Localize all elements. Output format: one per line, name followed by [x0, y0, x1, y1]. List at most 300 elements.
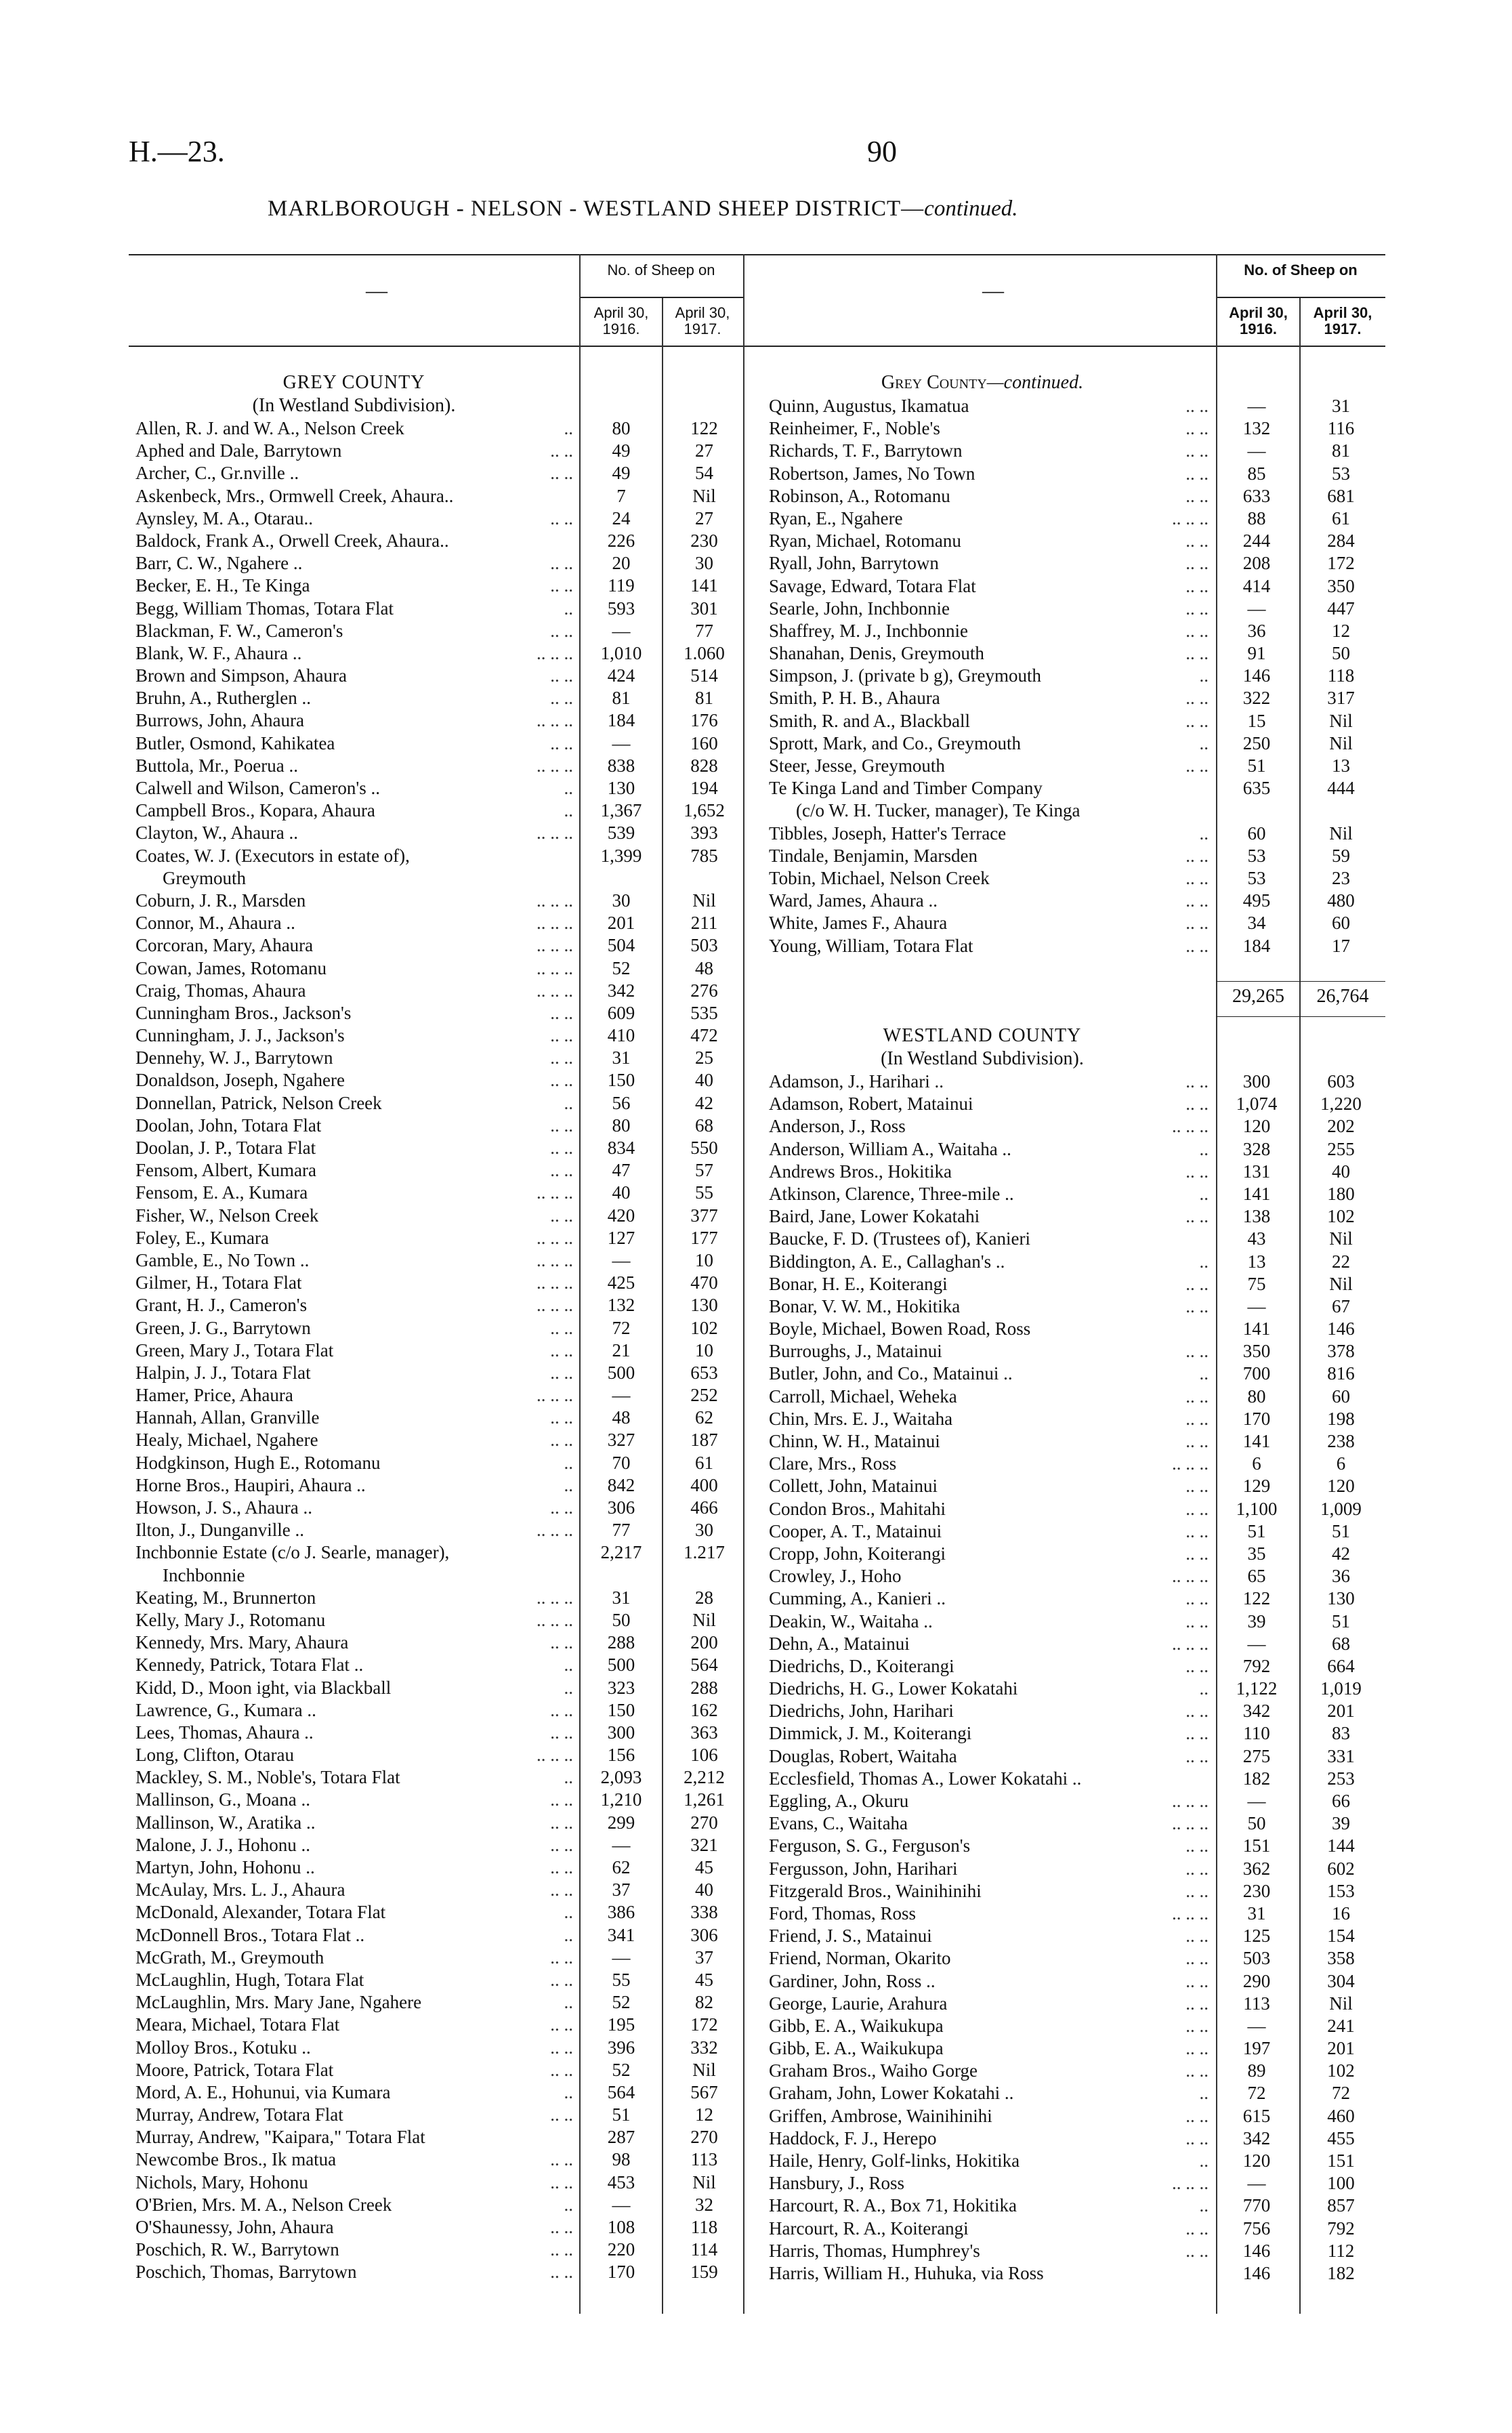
owner-name: Graham, John, Lower Kokatahi .. — [769, 2083, 1014, 2104]
owner-name: O'Brien, Mrs. M. A., Nelson Creek — [135, 2194, 392, 2215]
sheep-1917: 447 — [1327, 598, 1355, 619]
sheep-1916: 250 — [1242, 732, 1271, 753]
sheep-1916: 49 — [612, 440, 631, 461]
owner-name: Fergusson, John, Harihari — [769, 1858, 958, 1879]
sheep-1917: 40 — [695, 1879, 713, 1900]
leader-dots: .. .. — [1185, 1206, 1209, 1227]
sheep-1916: 299 — [607, 1812, 635, 1833]
leader-dots: .. .. — [550, 1002, 573, 1023]
owner-name: Quinn, Augustus, Ikamatua — [769, 396, 969, 416]
table-row — [769, 687, 1385, 709]
table-row — [769, 1858, 1385, 1880]
leader-dots: .. .. .. — [537, 823, 573, 844]
sheep-1916: 35 — [1247, 1543, 1266, 1564]
left-group-rule — [579, 297, 743, 298]
leader-dots: .. .. .. — [537, 755, 573, 776]
owner-name: McLaughlin, Hugh, Totara Flat — [135, 1969, 364, 1990]
leader-dots: .. .. — [1185, 1993, 1209, 2014]
owner-name: Diedrichs, John, Harihari — [769, 1701, 954, 1722]
sheep-1916: 1,399 — [600, 845, 642, 866]
table-row — [769, 1655, 1385, 1678]
sheep-1916: 132 — [1242, 418, 1271, 439]
owner-name: Clare, Mrs., Ross — [769, 1453, 897, 1474]
table-row — [769, 1295, 1385, 1318]
sheep-1916: 182 — [1242, 1768, 1271, 1789]
leader-dots: .. .. .. — [537, 980, 573, 1001]
sheep-1916: 125 — [1242, 1926, 1271, 1947]
sheep-1917: 31 — [1332, 396, 1350, 416]
page-number: 90 — [867, 135, 897, 168]
sheep-1916: 141 — [1242, 1318, 1271, 1339]
leader-dots: .. .. — [1185, 1161, 1209, 1182]
sheep-1916: 306 — [607, 1497, 635, 1518]
sheep-1917: 304 — [1327, 1970, 1355, 1991]
sheep-1917: 130 — [690, 1295, 718, 1316]
leader-dots: .. — [1199, 823, 1209, 844]
table-row — [769, 732, 1385, 755]
sheep-1916: 609 — [607, 1002, 635, 1023]
owner-name: Deakin, W., Waitaha .. — [769, 1610, 933, 1631]
sheep-1916: 1,074 — [1236, 1094, 1278, 1115]
table-row — [769, 1610, 1385, 1633]
sheep-1917: 40 — [695, 1070, 713, 1091]
sheep-1917: 17 — [1332, 935, 1350, 956]
leader-dots: .. .. — [550, 1834, 573, 1855]
grey-county-subtitle: (In Westland Subdivision). — [252, 395, 456, 416]
sheep-1916: 146 — [1242, 2240, 1271, 2261]
leader-dots: .. .. — [550, 1699, 573, 1720]
sheep-1917: 55 — [695, 1182, 713, 1203]
table-row — [769, 1768, 1385, 1790]
sheep-1916: 700 — [1242, 1363, 1271, 1384]
leader-dots: .. .. — [550, 575, 573, 596]
owner-name: Harris, Thomas, Humphrey's — [769, 2240, 980, 2261]
sheep-1916: 633 — [1242, 485, 1271, 506]
sheep-1917: Nil — [1329, 823, 1353, 844]
owner-name: Dehn, A., Matainui — [769, 1633, 910, 1654]
leader-dots: .. — [564, 598, 573, 619]
sheep-1917: 23 — [1332, 867, 1350, 888]
sheep-1917: 1,009 — [1320, 1498, 1362, 1519]
leader-dots: .. .. — [550, 2171, 573, 2192]
table-row — [769, 1880, 1385, 1902]
owner-name: Hodgkinson, Hugh E., Rotomanu — [135, 1452, 381, 1473]
sheep-1916: 150 — [607, 1699, 635, 1720]
leader-dots: .. .. — [1185, 1610, 1209, 1631]
sheep-1917: 72 — [1332, 2083, 1350, 2104]
table-row — [769, 1700, 1385, 1722]
owner-name: Doolan, John, Totara Flat — [135, 1115, 322, 1136]
owner-name: Blank, W. F., Ahaura .. — [135, 642, 302, 663]
leader-dots: .. .. — [550, 665, 573, 686]
owner-name: Gamble, E., No Town .. — [135, 1249, 310, 1270]
table-row — [769, 845, 1385, 867]
owner-name: Anderson, J., Ross — [769, 1116, 906, 1137]
owner-name: Poschich, Thomas, Barrytown — [135, 2262, 357, 2283]
leader-dots: .. — [1199, 2083, 1209, 2104]
table-row — [769, 1138, 1385, 1161]
leader-dots: .. .. — [550, 2059, 573, 2080]
sheep-1916: 51 — [612, 2104, 631, 2125]
table-row — [769, 777, 1385, 799]
table-row — [769, 642, 1385, 665]
sheep-1917: 22 — [1332, 1251, 1350, 1272]
owner-name: Calwell and Wilson, Cameron's .. — [135, 778, 380, 798]
leader-dots: .. .. — [1185, 553, 1209, 574]
owner-name: Ilton, J., Dunganville .. — [135, 1520, 304, 1541]
leader-dots: .. .. — [1185, 463, 1209, 484]
owner-name: Haile, Henry, Golf-links, Hokitika — [769, 2150, 1020, 2171]
sheep-1916: 635 — [1242, 778, 1271, 799]
grey-county-title: GREY COUNTY — [282, 372, 425, 393]
sheep-1917: Nil — [1329, 1273, 1353, 1294]
westland-county-heading — [749, 1024, 1216, 1070]
sheep-1917: 1,019 — [1320, 1678, 1362, 1699]
sheep-1917: 50 — [1332, 643, 1350, 664]
owner-name: Howson, J. S., Ahaura .. — [135, 1497, 312, 1518]
owner-name: Clayton, W., Ahaura .. — [135, 823, 298, 844]
sheep-1916: 55 — [612, 1969, 631, 1990]
sheep-1917: 153 — [1327, 1880, 1355, 1901]
sheep-1917: 36 — [1332, 1566, 1350, 1587]
sheep-1917: 144 — [1327, 1835, 1355, 1856]
right-col2-header: April 30, 1917. — [1313, 304, 1372, 337]
owner-name: Cumming, A., Kanieri .. — [769, 1588, 946, 1609]
leader-dots: .. .. — [1185, 1701, 1209, 1722]
sheep-1917: 159 — [690, 2262, 718, 2283]
leader-dots: .. .. — [550, 1362, 573, 1383]
owner-name: Simpson, J. (private b g), Greymouth — [769, 665, 1041, 686]
sheep-1916: — — [1247, 440, 1266, 461]
sheep-1917: 1,220 — [1320, 1094, 1362, 1115]
sheep-1917: 6 — [1336, 1453, 1346, 1474]
leader-dots: .. .. .. — [1172, 2173, 1209, 2194]
table-row — [769, 1587, 1385, 1610]
sheep-1916: — — [612, 732, 631, 753]
sheep-1917: 122 — [690, 418, 718, 438]
leader-dots: .. .. — [1185, 935, 1209, 956]
sheep-1917: 602 — [1327, 1858, 1355, 1879]
sheep-1917: Nil — [1329, 710, 1353, 731]
right-table-body-grey — [769, 395, 1385, 957]
owner-name: Ryan, E., Ngahere — [769, 507, 903, 528]
sheep-1917: 45 — [695, 1969, 713, 1990]
sheep-1916: 170 — [607, 2262, 635, 2283]
district-title — [268, 196, 1284, 222]
sheep-1916: 150 — [607, 1070, 635, 1091]
leader-dots: .. .. — [550, 507, 573, 528]
owner-name: Baucke, F. D. (Trustees of), Kanieri — [769, 1228, 1031, 1249]
owner-name: Halpin, J. J., Totara Flat — [135, 1362, 311, 1383]
sheep-1916: 792 — [1242, 1655, 1271, 1676]
sheep-1917: 377 — [690, 1205, 718, 1226]
table-row — [769, 1970, 1385, 1993]
sheep-1917: 288 — [690, 1677, 718, 1698]
owner-name: Friend, Norman, Okarito — [769, 1948, 951, 1969]
owner-name: Hansbury, J., Ross — [769, 2173, 905, 2194]
table-row — [769, 2105, 1385, 2127]
leader-dots: .. — [1199, 1251, 1209, 1272]
table-row — [769, 2015, 1385, 2037]
leader-dots: .. .. .. — [537, 1745, 573, 1766]
leader-dots: .. .. — [1185, 1858, 1209, 1879]
sheep-1916: 52 — [612, 957, 631, 978]
owner-name: Dennehy, W. J., Barrytown — [135, 1047, 333, 1068]
owner-name: Collett, John, Matainui — [769, 1476, 938, 1497]
owner-name: Kidd, D., Moon ight, via Blackball — [135, 1677, 392, 1698]
leader-dots: .. .. — [1185, 1543, 1209, 1564]
owner-name: Greymouth — [163, 867, 246, 888]
owner-name: Grant, H. J., Cameron's — [135, 1295, 308, 1316]
sheep-1916: 770 — [1242, 2195, 1271, 2216]
leader-dots: .. — [564, 1474, 573, 1495]
sheep-1917: 202 — [1327, 1116, 1355, 1137]
table-row — [769, 1520, 1385, 1543]
leader-dots: .. .. .. — [1172, 1791, 1209, 1811]
owner-name: Donnellan, Patrick, Nelson Creek — [135, 1092, 382, 1113]
sheep-1916: 48 — [612, 1407, 631, 1428]
sheep-1917: 378 — [1327, 1341, 1355, 1362]
owner-name: Foley, E., Kumara — [135, 1227, 269, 1248]
grey-total-1916: 29,265 — [1232, 986, 1284, 1007]
leader-dots: .. .. — [550, 1115, 573, 1136]
right-group-rule — [1216, 297, 1385, 298]
owner-name: Andrews Bros., Hokitika — [769, 1161, 952, 1182]
table-row — [769, 755, 1385, 777]
sheep-1917: 68 — [1332, 1633, 1350, 1654]
sheep-1917: 472 — [690, 1025, 718, 1046]
sheep-1917: 270 — [690, 1812, 718, 1833]
leader-dots: .. .. — [1185, 755, 1209, 776]
owner-name: McDonald, Alexander, Totara Flat — [135, 1902, 386, 1923]
sheep-1916: — — [1247, 396, 1266, 416]
owner-name: Green, Mary J., Totara Flat — [135, 1339, 334, 1360]
table-row — [769, 2218, 1385, 2240]
sheep-1917: 82 — [695, 1992, 713, 2013]
owner-name: George, Laurie, Arahura — [769, 1993, 948, 2014]
leader-dots: .. .. — [1185, 643, 1209, 664]
owner-name: Reinheimer, F., Noble's — [769, 418, 940, 439]
leader-dots: .. .. .. — [1172, 1453, 1209, 1474]
leader-dots: .. — [1199, 1363, 1209, 1384]
westland-county-subtitle: (In Westland Subdivision). — [881, 1048, 1084, 1069]
leader-dots: .. .. .. — [537, 710, 573, 731]
sheep-1917: 48 — [695, 957, 713, 978]
owner-name: Craig, Thomas, Ahaura — [135, 980, 306, 1001]
table-row — [769, 1386, 1385, 1408]
sheep-1917: 470 — [690, 1272, 718, 1293]
owner-name: Baird, Jane, Lower Kokatahi — [769, 1206, 980, 1227]
owner-name: Biddington, A. E., Callaghan's .. — [769, 1251, 1005, 1272]
sheep-1916: 396 — [607, 2037, 635, 2058]
sheep-1916: 24 — [612, 507, 631, 528]
table-row — [769, 1318, 1385, 1340]
table-row — [769, 665, 1385, 687]
table-row — [769, 1273, 1385, 1295]
leader-dots: .. .. — [550, 1879, 573, 1900]
sheep-1916: 201 — [607, 913, 635, 934]
sheep-1916: 220 — [607, 2239, 635, 2260]
sheep-1916: 341 — [607, 1924, 635, 1945]
sheep-1917: 114 — [690, 2239, 718, 2260]
sheep-1916: 410 — [607, 1025, 635, 1046]
table-row — [769, 1408, 1385, 1430]
sheep-1917: 455 — [1327, 2127, 1355, 2148]
leader-dots: .. .. — [1185, 845, 1209, 866]
sheep-1916: 539 — [607, 823, 635, 844]
sheep-1916: 49 — [612, 463, 631, 484]
sheep-1916: 13 — [1247, 1251, 1266, 1272]
owner-name: Fitzgerald Bros., Wainihinihi — [769, 1880, 982, 1901]
sheep-1917: 100 — [1327, 2173, 1355, 2194]
owner-name: Hamer, Price, Ahaura — [135, 1385, 293, 1406]
sheep-1916: 30 — [612, 890, 631, 911]
sheep-1916: 52 — [612, 1992, 631, 2013]
document-code: H.—23. — [129, 135, 225, 168]
sheep-1916: 51 — [1247, 755, 1266, 776]
sheep-1917: 400 — [690, 1474, 718, 1495]
table-row — [769, 620, 1385, 642]
sheep-1917: 141 — [690, 575, 718, 596]
sheep-1916: 453 — [607, 2171, 635, 2192]
leader-dots: .. — [564, 778, 573, 798]
sheep-1916: 88 — [1247, 507, 1266, 528]
sheep-1916: 151 — [1242, 1835, 1271, 1856]
sheep-1916: 2,093 — [600, 1767, 642, 1788]
sheep-1917: 67 — [1332, 1295, 1350, 1316]
leader-dots: .. — [564, 418, 573, 438]
sheep-1917: Nil — [692, 890, 716, 911]
leader-dots: .. .. — [1185, 1588, 1209, 1609]
sheep-1916: 77 — [612, 1520, 631, 1541]
table-row — [769, 417, 1385, 440]
leader-dots: .. .. — [1185, 1880, 1209, 1901]
owner-name: Griffen, Ambrose, Wainihinihi — [769, 2105, 992, 2126]
sheep-1916: 838 — [607, 755, 635, 776]
owner-name: Healy, Michael, Ngahere — [135, 1430, 318, 1451]
leader-dots: .. .. — [550, 1407, 573, 1428]
owner-name: Mallinson, W., Aratika .. — [135, 1812, 316, 1833]
sheep-1917: 2,212 — [684, 1767, 725, 1788]
left-name-column-header: — — [366, 278, 387, 302]
owner-name: Shanahan, Denis, Greymouth — [769, 643, 984, 664]
leader-dots: .. .. — [1185, 2060, 1209, 2081]
leader-dots: .. .. — [1185, 1341, 1209, 1362]
sheep-1916: 39 — [1247, 1610, 1266, 1631]
sheep-1917: Nil — [692, 1609, 716, 1630]
sheep-1917: 466 — [690, 1497, 718, 1518]
owner-name: Crowley, J., Hoho — [769, 1566, 902, 1587]
sheep-1916: 119 — [608, 575, 635, 596]
sheep-1917: 60 — [1332, 1386, 1350, 1407]
sheep-1917: Nil — [692, 485, 716, 506]
table-row — [769, 598, 1385, 620]
sheep-1917: 113 — [690, 2149, 718, 2170]
owner-name: Te Kinga Land and Timber Company — [769, 778, 1043, 799]
owner-name: Begg, William Thomas, Totara Flat — [135, 598, 394, 619]
sheep-1917: 12 — [1332, 620, 1350, 641]
owner-name: Cunningham, J. J., Jackson's — [135, 1025, 345, 1046]
sheep-1917: 30 — [695, 1520, 713, 1541]
owner-name: Richards, T. F., Barrytown — [769, 440, 963, 461]
sheep-1917: 51 — [1332, 1610, 1350, 1631]
sheep-1917: 331 — [1327, 1745, 1355, 1766]
sheep-1916: 1,367 — [600, 800, 642, 821]
table-row — [769, 1543, 1385, 1565]
leader-dots: .. — [564, 1902, 573, 1923]
table-row — [135, 980, 881, 1002]
sheep-1916: 323 — [607, 1677, 635, 1698]
sheep-1917: Nil — [692, 2059, 716, 2080]
sheep-1916: 15 — [1247, 710, 1266, 731]
sheep-1917: 363 — [690, 1722, 718, 1743]
sheep-1916: 120 — [1242, 2150, 1271, 2171]
sheep-1917: 1,652 — [684, 800, 725, 821]
owner-name: Blackman, F. W., Cameron's — [135, 620, 343, 641]
sheep-1917: 177 — [690, 1227, 718, 1248]
owner-name: Carroll, Michael, Weheka — [769, 1386, 957, 1407]
owner-name: Gibb, E. A., Waikukupa — [769, 2038, 944, 2059]
table-row — [769, 1947, 1385, 1970]
sheep-1916: 146 — [1242, 665, 1271, 686]
leader-dots: .. .. .. — [537, 1520, 573, 1541]
owner-name: Moore, Patrick, Totara Flat — [135, 2059, 334, 2080]
leader-dots: .. .. — [1185, 1835, 1209, 1856]
owner-name: Mord, A. E., Hohunui, via Kumara — [135, 2081, 391, 2102]
sheep-1916: 327 — [607, 1430, 635, 1451]
sheep-1916: 287 — [607, 2127, 635, 2148]
sheep-1917: 1,261 — [684, 1789, 725, 1810]
sheep-1916: 350 — [1242, 1341, 1271, 1362]
leader-dots: .. .. — [550, 1339, 573, 1360]
sheep-1916: 43 — [1247, 1228, 1266, 1249]
sheep-1916: 141 — [1242, 1431, 1271, 1451]
leader-dots: .. .. — [1185, 2240, 1209, 2261]
owner-name: Sprott, Mark, and Co., Greymouth — [769, 732, 1021, 753]
owner-name: Harris, William H., Huhuka, via Ross — [769, 2262, 1044, 2283]
leader-dots: .. .. — [550, 2149, 573, 2170]
table-row — [769, 2172, 1385, 2195]
leader-dots: .. .. .. — [537, 957, 573, 978]
sheep-1917: 198 — [1327, 1408, 1355, 1429]
sheep-1916: 504 — [607, 935, 635, 956]
sheep-1916: — — [612, 1947, 631, 1968]
owner-name: Cooper, A. T., Matainui — [769, 1520, 942, 1541]
sheep-1916: — — [1247, 2173, 1266, 2194]
table-row — [769, 1183, 1385, 1205]
sheep-1917: 241 — [1327, 2015, 1355, 2036]
sheep-1916: 60 — [1247, 823, 1266, 844]
sheep-1917: 57 — [695, 1160, 713, 1181]
sheep-1917: 162 — [690, 1699, 718, 1720]
owner-name: Nichols, Mary, Hohonu — [135, 2171, 308, 2192]
leader-dots: .. .. — [550, 2104, 573, 2125]
sheep-1917: 66 — [1332, 1791, 1350, 1811]
table-top-rule — [129, 254, 1385, 255]
leader-dots: .. .. — [550, 1138, 573, 1158]
leader-dots: .. .. — [1185, 575, 1209, 596]
sheep-1916: 170 — [1242, 1408, 1271, 1429]
sheep-1916: 500 — [607, 1362, 635, 1383]
table-row — [769, 1340, 1385, 1363]
owner-name: Corcoran, Mary, Ahaura — [135, 935, 314, 956]
owner-name: McGrath, M., Greymouth — [135, 1947, 324, 1968]
leader-dots: .. — [564, 1992, 573, 2013]
sheep-1916: 108 — [607, 2217, 635, 2237]
sheep-1916: 208 — [1242, 553, 1271, 574]
owner-name: Lawrence, G., Kumara .. — [135, 1699, 316, 1720]
sheep-1917: 45 — [695, 1857, 713, 1877]
